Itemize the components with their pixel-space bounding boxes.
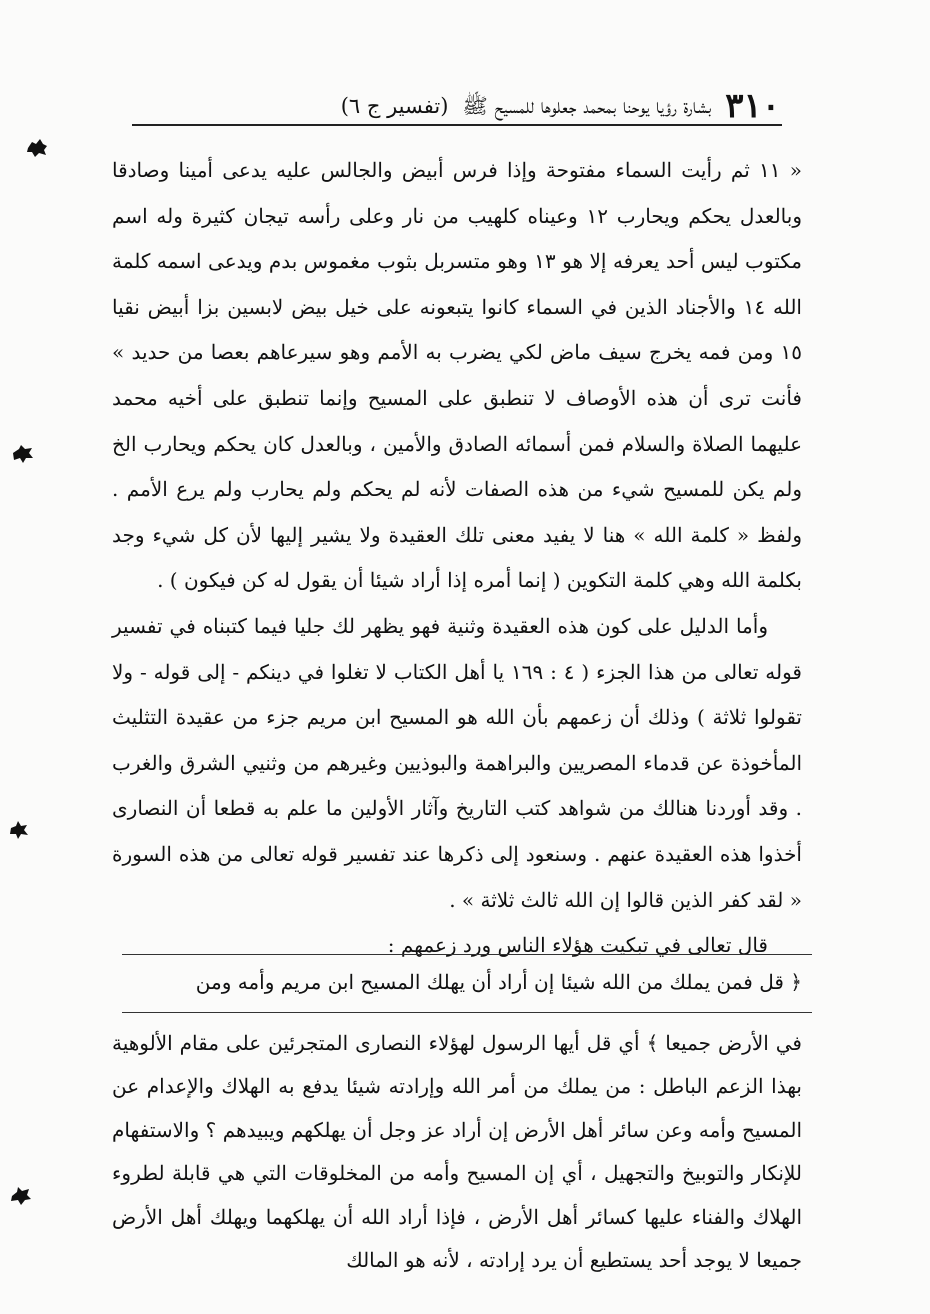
divider	[122, 954, 812, 955]
ink-blot-icon	[26, 138, 48, 158]
paragraph: وأما الدليل على كون هذه العقيدة وثنية فهو يظهر لك جليا فيما كتبناه في تفسير قوله تعالى من هذا الجزء ( ٤ : ١٦٩ يا أهل الكتاب لا تغلوا في دينكم - إلى قوله - ولا تقولوا ثلاثة ) وذلك أن زعمهم بأن الله هو المسيح ابن مريم جزء من عقيدة التثليث المأخوذة عن قدماء المصريين والبراهمة والبوذيين وغيرهم من وثنيي الشرق والغرب . وقد أوردنا هنالك من شواهد كتب التاريخ وآثار الأولين ما علم به قطعا أن النصارى أخذوا هذه العقيدة عنهم . وسنعود إلى ذكرها عند تفسير قوله تعالى من هذه السورة « لقد كفر الذين قالوا إن الله ثالث ثلاثة » .	[112, 613, 802, 912]
running-title: بشارة رؤيا يوحنا بمحمد جعلوها للمسيح ﷺ	[462, 94, 712, 118]
section-label: (تفسير ج ٦)	[340, 94, 449, 118]
ink-blot-icon	[10, 1186, 32, 1206]
header-rule	[132, 124, 782, 126]
paragraph: « ١١ ثم رأيت السماء مفتوحة وإذا فرس أبيض والجالس عليه يدعى أمينا وصادقا وبالعدل يحكم ويحارب ١٢ وعيناه كلهيب من نار وعلى رأسه تيجان كثيرة وله اسم مكتوب ليس أحد يعرفه إلا هو ١٣ وهو متسربل بثوب مغموس بدم ويدعى اسمه كلمة الله ١٤ والأجناد الذين في السماء كانوا يتبعونه على خيل بيض لابسين بزا أبيض نقيا ١٥ ومن فمه يخرج سيف ماض لكي يضرب به الأمم وهو سيرعاهم بعصا من حديد » فأنت ترى أن هذه الأوصاف لا تنطبق على المسيح وإنما تنطبق على أخيه محمد عليهما الصلاة والسلام فمن أسمائه الصادق والأمين ، وبالعدل كان يحكم ويحارب الخ ولم يكن للمسيح شيء من هذه الصفات لأنه لم يحكم ولم يحارب ولم يرع الأمم . ولفظ « كلمة الله » هنا لا يفيد معنى تلك العقيدة ولا يشير إليها لأن كل شيء وجد بكلمة الله وهي كلمة التكوين ( إنما أمره إذا أراد شيئا أن يقول له كن فيكون ) .	[112, 158, 802, 593]
paragraph: في الأرض جميعا ﴾ أي قل أيها الرسول لهؤلاء النصارى المتجرئين على مقام الألوهية بهذا الزعم الباطل : من يملك من أمر الله وإرادته شيئا يدفع به الهلاك والإعدام عن المسيح وأمه وعن سائر أهل الأرض إن أراد عز وجل أن يهلكهم ويبيدهم ؟ والاستفهام للإنكار والتوبيخ والتجهيل ، أي إن المسيح وأمه من المخلوقات التي هي قابلة لطروء الهلاك والفناء عليها كسائر أهل الأرض ، فإذا أراد الله أن يهلكهما ويهلك أهل الأرض جميعا لا يوجد أحد يستطيع أن يرد إرادته ، لأنه هو المالك	[112, 1031, 803, 1273]
page-number: ٣١٠	[725, 86, 780, 126]
quran-verse: ﴿ قل فمن يملك من الله شيئا إن أراد أن يهلك المسيح ابن مريم وأمه ومن	[195, 970, 802, 994]
paragraph: قال تعالى في تبكيت هؤلاء الناس ورد زعمهم :	[387, 933, 768, 958]
ink-blot-icon	[8, 820, 30, 840]
divider	[122, 1012, 812, 1013]
body-text	[112, 148, 802, 969]
ink-blot-icon	[12, 444, 34, 464]
commentary-text	[112, 1022, 802, 1282]
running-header	[140, 76, 780, 126]
